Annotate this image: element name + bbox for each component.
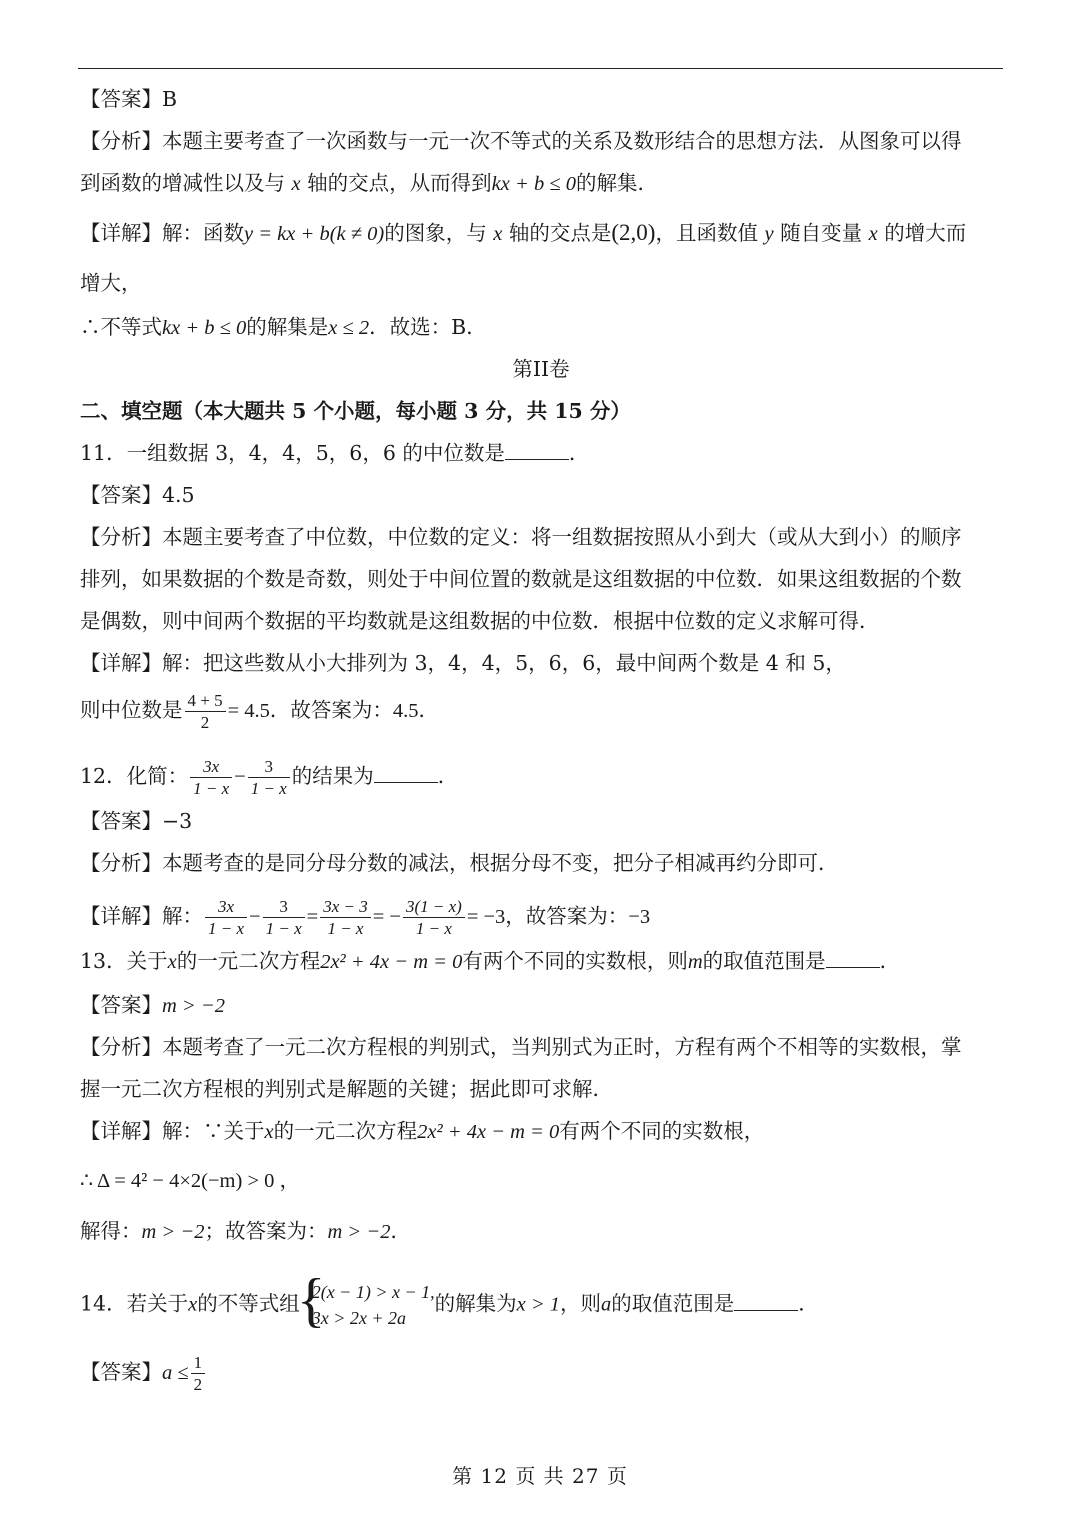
fraction [205,896,247,939]
text: 【详解】解： [80,904,203,928]
math-point: (2,0) [611,220,656,245]
denominator: 1 − x [193,779,230,798]
math-answer: a ≤ [162,1362,189,1384]
analysis-11a: 【分析】本题主要考查了中位数，中位数的定义：将一组数据按照从小到大（或从大到小）的顺序 [80,525,962,549]
question-14 [80,1279,1002,1331]
var-m: m [687,951,703,973]
math-solution: m > −2 [141,1221,205,1243]
math-inequality: kx + b ≤ 0 [162,317,247,339]
numerator: 3 [248,756,290,778]
fraction [403,896,465,939]
text: = −3，故答案为：−3 [466,906,651,928]
answer-blank [826,947,880,968]
math-answer: m > −2 [327,1221,391,1243]
text: ． [568,441,590,465]
text: 的取值范围是 [702,949,826,973]
numerator: 3(1 − x) [403,896,465,918]
analysis-13a: 【分析】本题考查了一元二次方程根的判别式，当判别式为正时，方程有两个不相等的实数根，掌 [80,1035,962,1059]
numerator: 3x [205,896,247,918]
analysis-12: 【分析】本题考查的是同分母分数的减法，根据分母不变，把分子相减再约分即可． [80,851,839,875]
system-line-2: 3x > 2x + 2a [311,1308,406,1328]
var-x: x [264,1121,274,1143]
answer-line-10: 【答案】B [80,87,178,111]
denominator: 1 − x [208,919,245,938]
denominator: 1 − x [327,919,364,938]
detail-line-10c [80,312,1002,343]
text: 轴的交点，从而得到 [300,171,492,195]
analysis-line-10b [80,168,1002,199]
answer-14 [80,1352,1002,1395]
answer-blank [734,1290,798,1311]
fraction [191,1352,206,1395]
text: 的取值范围是 [611,1291,735,1316]
text: 有两个不同的实数根， [559,1119,765,1143]
minus-sign: − [234,766,246,788]
var-x: x [291,173,301,195]
text: ． [798,1291,819,1316]
text: 有两个不同的实数根，则 [462,949,688,973]
detail-13a [80,1116,1002,1147]
var-x: x [868,223,878,245]
numerator: 3x [190,756,232,778]
question-13 [80,946,1002,977]
numerator: 4 + 5 [185,690,226,712]
text: 的增大而 [877,221,967,245]
analysis-13b: 握一元二次方程根的判别式是解题的关键；据此即可求解． [80,1077,613,1101]
fraction [263,896,305,939]
system-line-1: { 2(x − 1) > x − 1, [311,1282,435,1302]
text: ；故答案为： [204,1219,328,1243]
math-equation: 2x² + 4x − m = 0 [320,951,463,973]
detail-line-10a [80,218,1002,249]
text: ． [437,764,459,788]
math-solution: x > 1 [516,1293,561,1316]
page-footer: 第 12 页 共 27 页 [452,1464,628,1488]
text: 轴的交点是 [502,221,612,245]
var-x: x [167,951,177,973]
text: 11．一组数据 3，4，4，5，6，6 的中位数是 [80,441,505,465]
inequality-system [300,1279,435,1331]
var-y: y [764,223,774,245]
detail-13c [80,1216,1002,1247]
answer-blank [505,439,569,460]
detail-12 [80,896,1002,939]
text: 【答案】 [80,1360,162,1384]
text: 14．若关于 [80,1291,189,1316]
fraction [248,756,290,799]
volume-heading: 第II卷 [512,357,570,381]
fraction [185,690,226,733]
text: 到函数的增减性以及与 [80,171,292,195]
text: ∴不等式 [80,315,162,339]
denominator: 2 [200,713,210,732]
text: 的不等式组 [197,1291,300,1316]
math-equation: 2x² + 4x − m = 0 [417,1121,560,1143]
section-heading: 二、填空题（本大题共 5 个小题，每小题 3 分，共 15 分） [80,399,631,423]
text: 则中位数是 [80,698,183,722]
text: ． [390,1219,411,1243]
text: = 4.5．故答案为：4.5． [227,700,440,722]
math-function: y = kx + b(k ≠ 0) [244,223,385,245]
numerator: 3x − 3 [320,896,371,918]
fraction [320,896,371,939]
answer-11: 【答案】4.5 [80,483,195,507]
text: 解得： [80,1219,142,1243]
text: 的解集是 [246,315,329,339]
text: 【详解】解：∵关于 [80,1119,265,1143]
text: 随自变量 [773,221,869,245]
text: ，则 [560,1291,602,1316]
detail-line-10b: 增大， [80,271,142,295]
math-answer: m > −2 [162,995,225,1017]
operator: = [306,906,319,928]
text: ，且函数值 [655,221,765,245]
detail-11a: 【详解】解：把这些数从小大排列为 3，4，4，5，6，6，最中间两个数是 4 和 5， [80,651,846,675]
var-a: a [601,1293,612,1316]
analysis-11c: 是偶数，则中间两个数据的平均数就是这组数据的中位数．根据中位数的定义求解可得． [80,609,880,633]
text: 的一元二次方程 [273,1119,418,1143]
answer-blank [374,762,438,783]
detail-13b: ∴ Δ = 4² − 4×2(−m) > 0 ， [80,1170,301,1192]
text: 13．关于 [80,949,168,973]
numerator: 1 [191,1352,206,1374]
answer-13 [80,990,1002,1021]
text: 的结果为 [291,764,374,788]
math-inequality: kx + b ≤ 0 [491,173,576,195]
operator: = − [372,906,401,928]
math-solution: x ≤ 2 [328,317,370,339]
question-11 [80,438,1002,468]
text: ． [879,949,901,973]
text: 12．化简： [80,764,189,788]
fraction [190,756,232,799]
text: 的图象，与 [384,221,494,245]
text: 的一元二次方程 [176,949,321,973]
denominator: 1 − x [250,779,287,798]
header-rule [78,68,1003,69]
denominator: 1 − x [265,919,302,938]
analysis-11b: 排列，如果数据的个数是奇数，则处于中间位置的数就是这组数据的中位数．如果这组数据的个数 [80,567,962,591]
detail-11b [80,690,1002,733]
text: 【详解】解：函数 [80,221,244,245]
operator: − [249,906,261,928]
analysis-line-10a: 【分析】本题主要考查了一次函数与一元一次不等式的关系及数形结合的思想方法．从图象可以得 [80,129,962,153]
denominator: 2 [193,1375,203,1394]
text: 的解集为 [434,1291,517,1316]
var-x: x [188,1293,198,1316]
text: ．故选：B． [369,315,487,339]
text: 的解集． [575,171,658,195]
var-x: x [493,223,503,245]
answer-12: 【答案】−3 [80,809,193,833]
denominator: 1 − x [415,919,452,938]
question-12 [80,756,1002,799]
text: 【答案】 [80,993,162,1017]
numerator: 3 [263,896,305,918]
